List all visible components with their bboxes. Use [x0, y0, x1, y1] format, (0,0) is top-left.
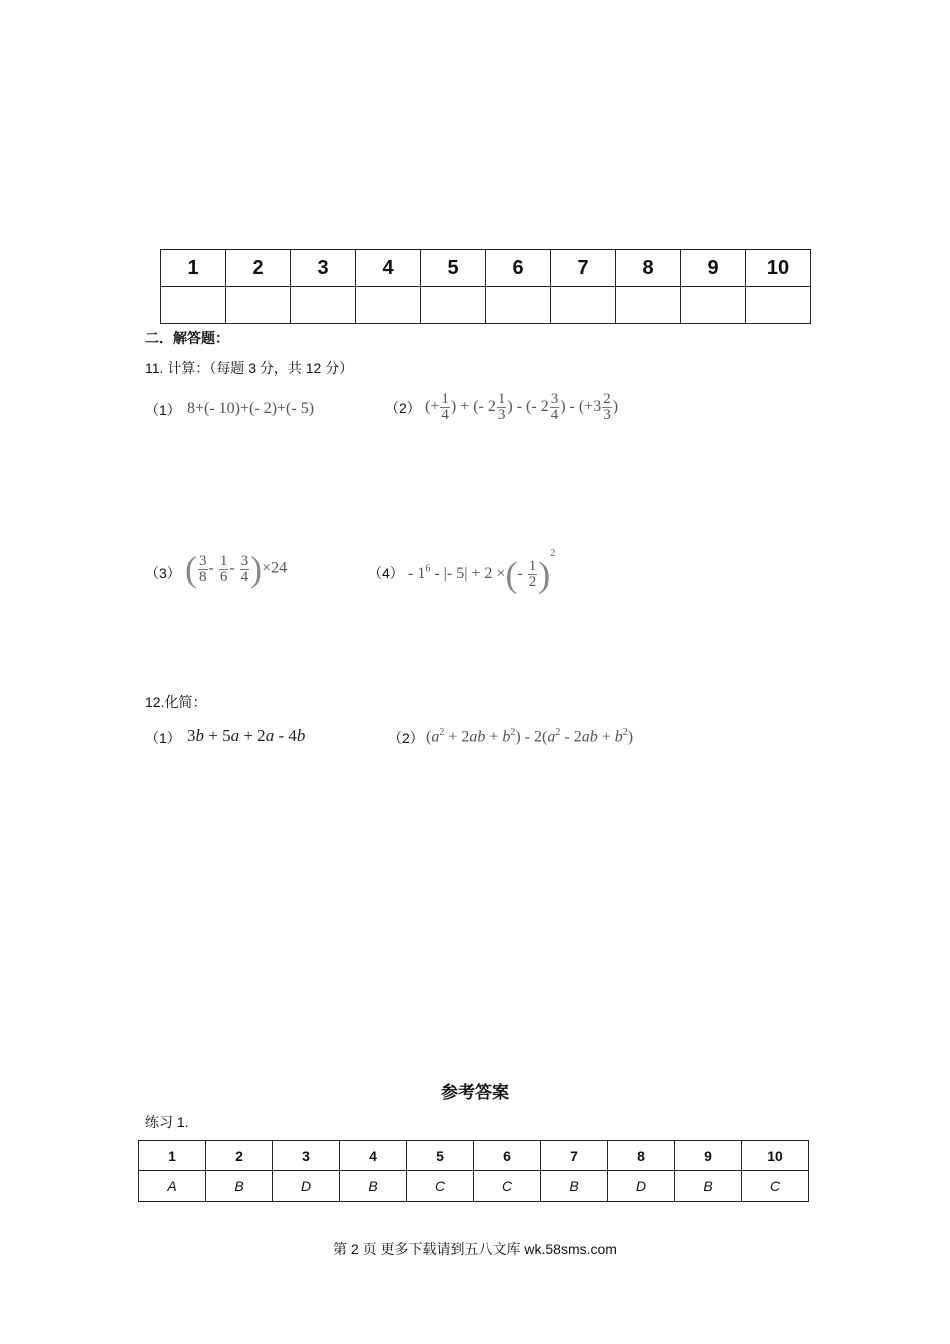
q11-part1-label: （1） — [145, 402, 181, 418]
answer-grid-number: 10 — [746, 250, 811, 287]
answer-blank-cell[interactable] — [616, 287, 681, 324]
answer-key-letter: B — [541, 1171, 608, 1202]
answer-key-number: 10 — [742, 1141, 809, 1171]
answer-grid-number: 2 — [226, 250, 291, 287]
answer-key-letter: B — [206, 1171, 273, 1202]
answer-key-table — [138, 1140, 809, 1202]
answer-key-number: 4 — [340, 1141, 407, 1171]
answer-grid-number: 3 — [291, 250, 356, 287]
page-footer: 第 2 页 更多下载请到五八文库 wk.58sms.com — [333, 1241, 617, 1257]
answer-grid-number: 8 — [616, 250, 681, 287]
q11-part3-label: （3） — [145, 565, 181, 581]
answer-grid-number: 9 — [681, 250, 746, 287]
answer-blank-cell[interactable] — [551, 287, 616, 324]
answer-blank-cell[interactable] — [681, 287, 746, 324]
q12-part2-expression: $(a^2 + 2ab + b^2) - 2(a^2 - 2ab + b^2)$ — [426, 727, 634, 746]
answer-blank-cell[interactable] — [161, 287, 226, 324]
answer-key-letter: D — [608, 1171, 675, 1202]
answer-blank-cell[interactable] — [486, 287, 551, 324]
question-11-title: 11. 计算：（每题 3 分，共 12 分） — [145, 360, 354, 376]
answer-key-letter: D — [273, 1171, 340, 1202]
answer-key-number: 8 — [608, 1141, 675, 1171]
q11-part2-expression: (+ $\frac{1}{4}$ ) + (- 2 $\frac{1}{3}$ ) - (- 2 $\frac{3}{4}$ ) - (+3 $\frac{2}{3}$ ) — [425, 391, 619, 423]
answer-key-number: 1 — [139, 1141, 206, 1171]
answer-grid-number: 1 — [161, 250, 226, 287]
section-heading: 二．解答题： — [145, 330, 229, 346]
question-12-title: 12.化简： — [145, 694, 207, 710]
q11-part3-expression: ( $\frac{3}{8}$ - $\frac{1}{6}$ - $\frac{3}{4}$ )×24 — [185, 549, 288, 589]
answer-key-letter: C — [742, 1171, 809, 1202]
answer-key-letter: A — [139, 1171, 206, 1202]
answer-key-number: 3 — [273, 1141, 340, 1171]
answers-title: 参考答案 — [441, 1083, 509, 1102]
answer-key-letter: B — [675, 1171, 742, 1202]
q11-part2-label: （2） — [385, 400, 421, 416]
q12-part1-label: （1） — [145, 730, 181, 746]
answers-subtitle: 练习 1. — [145, 1114, 189, 1130]
answer-grid-header-row — [161, 250, 811, 287]
answer-key-number-row — [139, 1141, 809, 1171]
answer-blank-cell[interactable] — [291, 287, 356, 324]
answer-blank-cell[interactable] — [356, 287, 421, 324]
answer-blank-cell[interactable] — [746, 287, 811, 324]
answer-key-letter: B — [340, 1171, 407, 1202]
answer-blank-cell[interactable] — [226, 287, 291, 324]
answer-grid-table — [160, 249, 811, 324]
answer-key-number: 5 — [407, 1141, 474, 1171]
answer-key-number: 9 — [675, 1141, 742, 1171]
q11-part4-label: （4） — [368, 565, 404, 581]
answer-grid-blank-row — [161, 287, 811, 324]
q11-part1-expression: 8+(- 10)+(- 2)+(- 5) — [187, 400, 315, 417]
q11-part4-expression: - $1^6$ - |- 5| + 2 ×(- $\frac{1}{2}$ )$^2$ — [408, 548, 556, 595]
answer-grid-number: 5 — [421, 250, 486, 287]
q12-part2-label: （2） — [388, 730, 424, 746]
answer-key-letter: C — [474, 1171, 541, 1202]
answer-key-letter: C — [407, 1171, 474, 1202]
answer-key-number: 7 — [541, 1141, 608, 1171]
answer-blank-cell[interactable] — [421, 287, 486, 324]
answer-key-letter-row — [139, 1171, 809, 1202]
answer-key-number: 2 — [206, 1141, 273, 1171]
answer-grid-number: 4 — [356, 250, 421, 287]
answer-grid-number: 6 — [486, 250, 551, 287]
q12-part1-expression: 3b + 5a + 2a - 4b — [187, 726, 306, 745]
answer-key-number: 6 — [474, 1141, 541, 1171]
answer-grid-number: 7 — [551, 250, 616, 287]
